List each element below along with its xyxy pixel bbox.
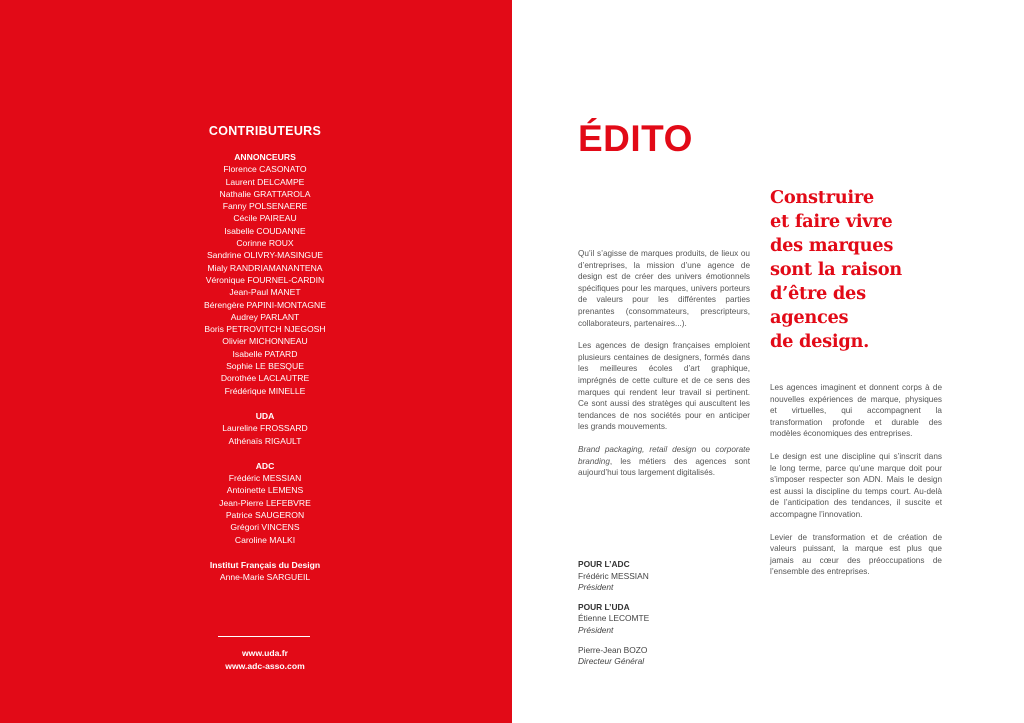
contributor-name: Jean-Paul MANET — [229, 287, 301, 298]
contributor-name: Antoinette LEMENS — [226, 485, 304, 496]
signature-label-uda: POUR L’UDA — [578, 601, 630, 612]
contributor-name: Anne-Marie SARGUEIL — [219, 572, 311, 583]
headline-line: Construire — [770, 187, 874, 208]
contributor-name: Sophie LE BESQUE — [226, 361, 304, 372]
headline-line: d’être des — [770, 283, 866, 304]
signature-name: Frédéric MESSIAN — [578, 570, 649, 581]
contributor-name: Audrey PARLANT — [230, 311, 300, 322]
headline-line: de design. — [770, 331, 869, 352]
italic-text: corporate branding — [578, 444, 750, 466]
contributor-name: Isabelle PATARD — [232, 348, 298, 359]
italic-text: Brand packaging, retail design — [578, 444, 697, 454]
contributor-name: Bérengère PAPINI-MONTAGNE — [204, 299, 326, 310]
contributor-name: Boris PETROVITCH NJEGOSH — [204, 324, 326, 335]
contributor-name: Sandrine OLIVRY-MASINGUE — [206, 250, 324, 261]
signature-role: Président — [578, 582, 614, 593]
contributor-name: Grégori VINCENS — [230, 522, 300, 533]
signature-role: Président — [578, 624, 614, 635]
edito-headline — [770, 186, 970, 354]
edito-paragraph: Qu’il s’agisse de marques produits, de lieux ou d’entreprises, la mission d’une agence de design est de créer des univers émotionnels spécifiques pour les marques, univers porteurs de valeurs pour les différentes parties prenantes (consommateurs, prescripteurs, collaborateurs, partenaires...). — [578, 249, 750, 328]
headline-line: agences — [770, 307, 849, 328]
signature-role: Directeur Général — [578, 656, 645, 667]
contributors-title: CONTRIBUTEURS — [208, 124, 322, 138]
headline-line: et faire vivre — [770, 211, 893, 232]
contributor-name: Frédérique MINELLE — [224, 385, 306, 396]
contributor-name: Laurent DELCAMPE — [225, 176, 305, 187]
contributor-name: Fanny POLSENAERE — [222, 201, 308, 212]
contributor-name: Véronique FOURNEL-CARDIN — [205, 274, 325, 285]
contributor-name: Athénaïs RIGAULT — [228, 435, 302, 446]
edito-paragraph: Le design est une discipline qui s’inscrit dans le long terme, parce qu’une marque doit pour s’imposer respecter son ADN. Mais le design est aussi la discipline du temps court. Au-delà de l’anticipation des tendances, il suscite et accompagne l’innovation. — [770, 451, 942, 519]
headline-line: des marques — [770, 235, 894, 256]
websites — [0, 647, 530, 673]
contributor-name: Caroline MALKI — [234, 534, 296, 545]
edito-paragraph: Les agences imaginent et donnent corps à de nouvelles expériences de marque, physiques et virtuelles, qui accompagnent la transformation profonde et durable des modèles économiques des entreprises. — [770, 383, 942, 439]
edito-paragraph: Les agences de design françaises emploient plusieurs centaines de designers, formés dans les meilleures écoles d’art graphique, imprégnés de cette culture et de ce sens des marques qui rendent leur travail si pertinent. Ce sont aussi des stratèges qui auscultent les tendances de nos sociétés pour en anticiper les grands mouvements. — [578, 341, 750, 432]
contributor-group-title: ANNONCEURS — [234, 152, 296, 162]
website-adc-link[interactable]: www.adc-asso.com — [225, 661, 305, 671]
edito-column-left — [578, 248, 750, 490]
text: , les métiers des agences sont aujourd’hui tous largement digitalisés. — [578, 456, 750, 478]
signature-label-adc: POUR L’ADC — [578, 559, 630, 569]
signatures — [578, 559, 758, 668]
contributor-name: Nathalie GRATTAROLA — [219, 188, 311, 199]
contributor-name: Olivier MICHONNEAU — [222, 336, 308, 347]
contributor-group-title: UDA — [255, 410, 275, 421]
contributor-name: Laureline FROSSARD — [222, 423, 308, 434]
contributor-name: Frédéric MESSIAN — [228, 473, 302, 484]
contributor-name: Jean-Pierre LEFEBVRE — [219, 497, 311, 508]
edito-paragraph: Levier de transformation et de création de valeurs puissant, la marque est plus que jamais au cœur des préoccupations de l’ensemble des entreprises. — [770, 532, 942, 577]
contributor-name: Dorothée LACLAUTRE — [220, 373, 310, 384]
edito-title: ÉDITO — [578, 118, 693, 159]
divider-line — [218, 636, 310, 637]
text: ou — [696, 444, 716, 454]
website-uda-link[interactable]: www.uda.fr — [242, 648, 288, 658]
contributors-list — [0, 124, 530, 584]
contributor-name: Florence CASONATO — [223, 164, 307, 175]
contributor-name: Isabelle COUDANNE — [224, 225, 306, 236]
edito-column-right — [770, 382, 942, 589]
headline-line: sont la raison — [770, 259, 902, 280]
signature-name: Étienne LECOMTE — [578, 613, 650, 624]
edito-paragraph — [578, 444, 750, 479]
signature-name: Pierre-Jean BOZO — [578, 644, 648, 655]
contributor-groups — [0, 151, 530, 584]
contributor-name: Mialy RANDRIAMANANTENA — [207, 262, 323, 273]
contributor-name: Patrice SAUGERON — [225, 510, 305, 521]
contributor-name: Cécile PAIREAU — [233, 213, 297, 224]
contributor-group-title: Institut Français du Design — [209, 559, 321, 570]
contributor-name: Corinne ROUX — [236, 238, 294, 249]
contributor-group-title: ADC — [255, 460, 275, 471]
